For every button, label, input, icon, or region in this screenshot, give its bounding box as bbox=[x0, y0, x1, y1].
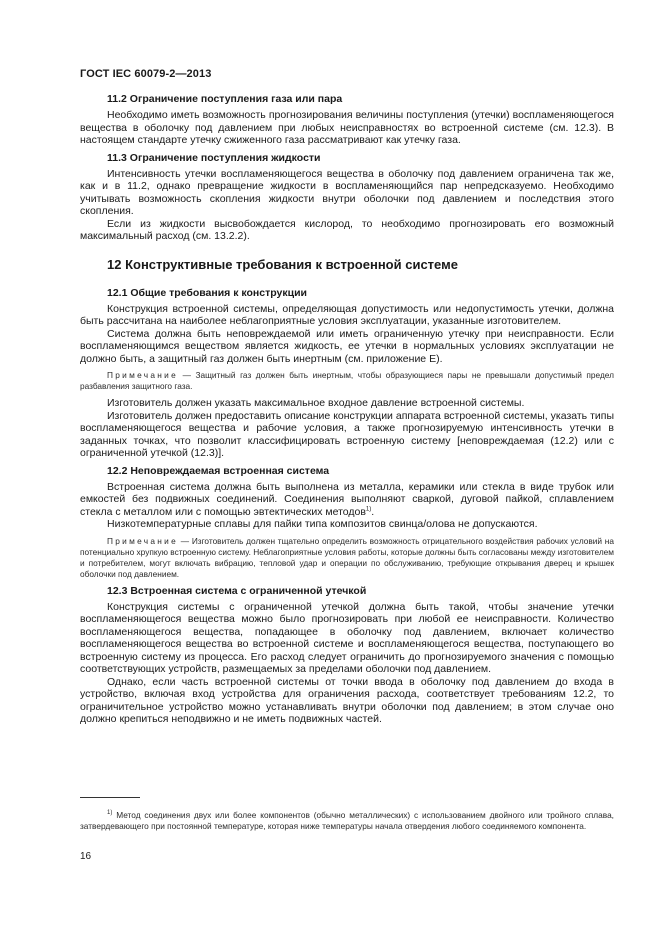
section-11-2-paragraph: Необходимо иметь возможность прогнозирования величины поступления (утечки) воспламеняющегося вещества в оболочку под давлением при любых неисправностях во встроенной системе (см. 12.3). В настоящем стандарте утечку сжиженного газа рассматривают как утечку газа. bbox=[80, 109, 614, 146]
section-12-2-heading: 12.2 Неповреждаемая встроенная система bbox=[107, 464, 330, 477]
note-label: Примечание bbox=[107, 370, 179, 380]
footnote-separator bbox=[80, 797, 140, 798]
footnote bbox=[80, 810, 614, 832]
section-11-3-paragraph-2: Если из жидкости высвобождается кислород, то необходимо прогнозировать его возможный максимальный расход (см. 13.2.2). bbox=[80, 217, 614, 242]
footnote-text: Метод соединения двух или более компонентов (обычно металлических) с использованием двойного или тройного сплава, затвердевающего при постоянной температуре, которая ниже температуры начала отвердения любого соединяемого компонента. bbox=[80, 810, 614, 832]
note-label: Примечание bbox=[107, 535, 179, 546]
footnote-mark: 1) bbox=[107, 810, 113, 817]
paragraph-text: Встроенная система должна быть выполнена из металла, керамики или стекла в виде трубок или емкостей без подвижных соединений. Соединения выполняют сваркой, дуговой пайкой, сплавлением стекла с металлом или с помощью эвтектических методов bbox=[80, 480, 614, 518]
section-12-2-paragraph-1 bbox=[80, 481, 614, 519]
section-12-1-paragraph-1: Конструкция встроенной системы, определяющая допустимость или недопустимость утечки, должна быть рассчитана на наиболее неблагоприятные условия эксплуатации, указанные изготовителем. bbox=[80, 302, 614, 327]
section-12-3-paragraph-2: Однако, если часть встроенной системы от точки ввода в оболочку под давлением до входа в устройство, включая вход устройства для ограничения расхода, соответствует требованиям 12.2, то ограничительное устройство можно устанавливать внутри оболочки под давлением; в этом случае оно должно крепиться неподвижно и не иметь подвижных частей. bbox=[80, 675, 614, 725]
document-header: ГОСТ IEC 60079-2—2013 bbox=[80, 68, 212, 80]
note-text: — Защитный газ должен быть инертным, чтобы образующиеся пары не превышали допустимый предел разбавления защитного газа. bbox=[80, 370, 614, 391]
section-12-1-heading: 12.1 Общие требования к конструкции bbox=[107, 286, 307, 299]
section-12-3-heading: 12.3 Встроенная система с ограниченной утечкой bbox=[107, 584, 367, 597]
section-12-1-note bbox=[80, 370, 614, 392]
section-12-2-paragraph-2: Низкотемпературные сплавы для пайки типа композитов свинца/олова не допускаются. bbox=[107, 518, 538, 530]
section-12-1-paragraph-3: Изготовитель должен указать максимальное входное давление встроенной системы. bbox=[107, 397, 525, 409]
section-12-1-paragraph-2: Система должна быть неповреждаемой или иметь ограниченную утечку при неисправности. Если воспламеняющимся веществом является жидкость, ее утечки в нормальных условиях эксплуатации не должно быть, а защитный газ должен быть инертным (см. приложение Е). bbox=[80, 327, 614, 365]
section-12-3-paragraph-1: Конструкция системы с ограниченной утечкой должна быть такой, чтобы значение утечки воспламеняющегося вещества можно было прогнозировать при любой ее неисправности. Количество воспламеняющегося вещества, попадающее в оболочку под давлением, включает количество воспламеняющегося вещества во встроенной системе и воспламеняющегося вещества, поступающего во встроенную систему из процесса. Его расход следует ограничить до прогнозируемого значения с помощью соответствующих устройств, размещаемых за пределами оболочки под давлением. bbox=[80, 600, 614, 675]
document-body bbox=[80, 93, 614, 726]
footnote-reference: 1) bbox=[365, 506, 372, 512]
page-number: 16 bbox=[80, 851, 92, 862]
section-11-3-heading: 11.3 Ограничение поступления жидкости bbox=[107, 151, 321, 164]
section-11-2-heading: 11.2 Ограничение поступления газа или пара bbox=[107, 93, 343, 105]
section-12-2-note bbox=[80, 536, 614, 580]
paragraph-end: . bbox=[371, 505, 375, 518]
section-12-1-paragraph-4: Изготовитель должен предоставить описание конструкции аппарата встроенной системы, указать типы воспламеняющегося вещества и рабочие условия, а также прогнозируемую интенсивность утечки в заданных точках, что позволит классифицировать встроенную систему [неповреждаемая (12.2) или с ограниченной утечкой (12.3)]. bbox=[80, 409, 614, 459]
section-11-3-paragraph-1: Интенсивность утечки воспламеняющегося вещества в оболочку под давлением ограничена так же, как и в 11.2, однако превращение жидкости в воспламеняющийся пар непредсказуемо. Необходимо учитывать возможность скопления жидкости внутри оболочки под давлением и последствия этого скопления. bbox=[80, 167, 614, 217]
section-12-heading: 12 Конструктивные требования к встроенной системе bbox=[107, 256, 458, 272]
note-text: — Изготовитель должен тщательно определить возможность отрицательного воздействия рабочих условий на потенциально хрупкую встроенную систему. Неблагоприятные условия работы, которые должны быть согласованы между изготовителем и потребителем, могут включать вибрацию, тепловой удар и операции по обслуживанию, требующие открывания дверец и крышек оболочки под давлением. bbox=[80, 535, 614, 579]
